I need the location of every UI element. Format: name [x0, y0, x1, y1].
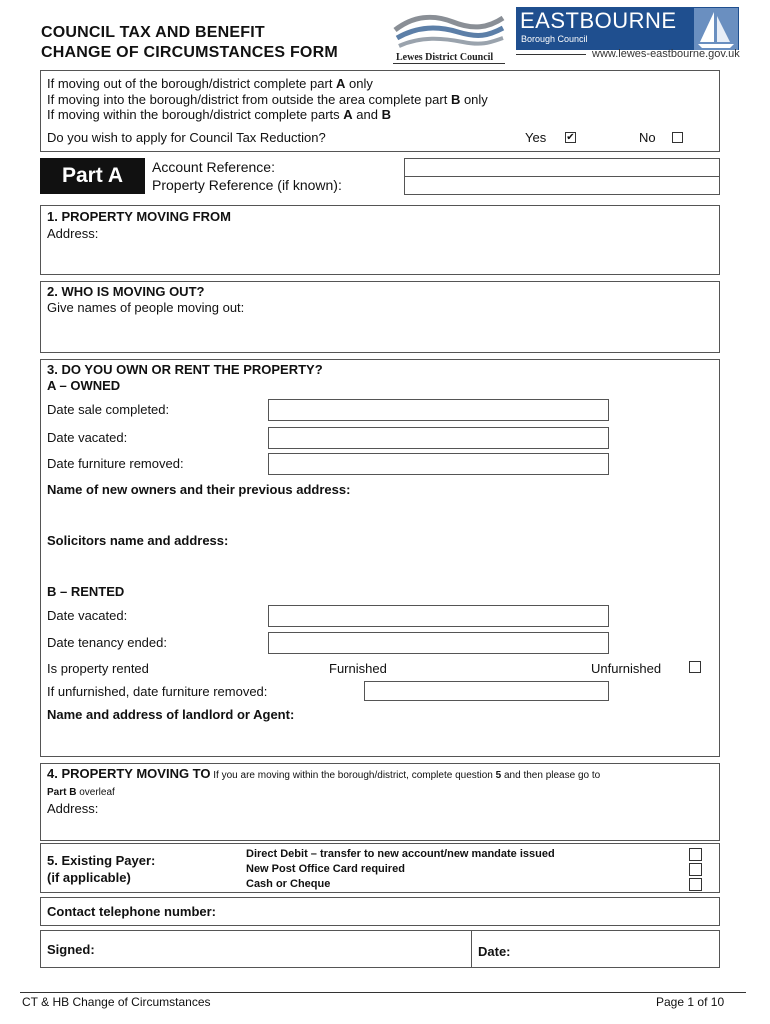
eastbourne-sub: Borough Council — [521, 34, 588, 44]
lewes-logo — [393, 8, 505, 66]
yes-checkbox[interactable]: ✔ — [566, 132, 575, 143]
sailboat-icon — [694, 8, 738, 50]
intro-line3-and: and — [352, 107, 382, 122]
no-checkbox[interactable] — [672, 132, 683, 143]
footer-page-num: 1 — [687, 995, 695, 1009]
section-5-box — [40, 843, 720, 893]
form-title-line1: COUNCIL TAX AND BENEFIT — [41, 24, 265, 41]
date-field[interactable] — [521, 933, 716, 965]
section-4-note-post: overleaf — [76, 787, 115, 798]
section-5-heading-line2: (if applicable) — [47, 870, 131, 885]
intro-line2-post: only — [460, 92, 488, 107]
intro-line3 — [47, 107, 391, 122]
payer-option-cash-cheque: Cash or Cheque — [246, 878, 331, 890]
owned-heading: A – OWNED — [47, 378, 121, 393]
date-furniture-label: Date furniture removed: — [47, 456, 184, 471]
solicitors-label: Solicitors name and address: — [47, 533, 229, 548]
intro-line1-post: only — [345, 76, 373, 91]
section-4-heading-line — [47, 766, 600, 781]
footer-page — [656, 995, 724, 1009]
section-3-heading: 3. DO YOU OWN OR RENT THE PROPERTY? — [47, 362, 323, 377]
property-ref-label: Property Reference (if known): — [152, 177, 342, 193]
signature-field[interactable] — [101, 933, 466, 965]
account-ref-field[interactable] — [404, 158, 720, 177]
intro-line2 — [47, 92, 488, 107]
account-ref-label: Account Reference: — [152, 159, 275, 175]
intro-line1-text: If moving out of the borough/district complete part — [47, 76, 337, 91]
property-ref-field[interactable] — [404, 176, 720, 195]
footer-of-word: of — [697, 995, 708, 1009]
section-5-heading-line1: 5. Existing Payer: — [47, 853, 156, 868]
section-1-address-label: Address: — [47, 226, 99, 241]
new-owners-label: Name of new owners and their previous address: — [47, 482, 351, 497]
furnished-label: Furnished — [329, 661, 387, 676]
part-a-badge: Part A — [40, 158, 145, 194]
intro-line2-text: If moving into the borough/district from outside the area complete part — [47, 92, 451, 107]
section-2-heading: 2. WHO IS MOVING OUT? — [47, 284, 205, 299]
yes-label: Yes — [525, 130, 547, 145]
is-rented-label: Is property rented — [47, 661, 149, 676]
rent-date-vacated-field[interactable] — [268, 605, 609, 627]
lewes-rule — [393, 63, 505, 64]
new-owners-field[interactable] — [43, 500, 717, 530]
section-4-note-part: Part B — [47, 787, 77, 798]
intro-line3-part-b: B — [381, 107, 391, 122]
landlord-field[interactable] — [43, 725, 717, 753]
footer-page-total: 10 — [710, 995, 725, 1009]
section-2-names-label: Give names of people moving out: — [47, 300, 245, 315]
contact-box — [40, 897, 720, 926]
date-vacated-field[interactable] — [268, 427, 609, 449]
section-4-note-mid: and then please go to — [501, 770, 601, 781]
signature-divider — [471, 931, 472, 967]
website-rule — [516, 54, 586, 55]
cash-cheque-checkbox[interactable] — [689, 878, 702, 891]
footer-left: CT & HB Change of Circumstances — [22, 995, 211, 1009]
date-vacated-label: Date vacated: — [47, 430, 128, 445]
date-sale-label: Date sale completed: — [47, 402, 170, 417]
intro-line1 — [47, 76, 373, 91]
post-office-checkbox[interactable] — [689, 863, 702, 876]
section-2-names-field[interactable] — [43, 318, 717, 350]
unfurnished-date-field[interactable] — [364, 681, 609, 701]
section-4-address-field[interactable] — [43, 818, 717, 838]
section-3-box — [40, 359, 720, 757]
section-2-box — [40, 281, 720, 353]
no-label: No — [639, 130, 656, 145]
date-label: Date: — [478, 944, 511, 959]
reduction-question: Do you wish to apply for Council Tax Reduction? — [47, 130, 326, 145]
section-4-note-num: 5 — [495, 770, 502, 781]
unfurnished-date-label: If unfurnished, date furniture removed: — [47, 684, 268, 699]
intro-line3-text: If moving within the borough/district complete parts — [47, 107, 344, 122]
contact-label: Contact telephone number: — [47, 904, 217, 919]
signature-box — [40, 930, 720, 968]
payer-option-direct-debit: Direct Debit – transfer to new account/new mandate issued — [246, 848, 555, 860]
unfurnished-checkbox[interactable] — [689, 661, 701, 673]
eastbourne-logo — [516, 7, 739, 50]
section-4-heading: 4. PROPERTY MOVING TO — [47, 766, 211, 781]
payer-option-post-office: New Post Office Card required — [246, 863, 405, 875]
rented-heading: B – RENTED — [47, 584, 125, 599]
section-4-note: If you are moving within the borough/district, complete question — [210, 770, 496, 781]
section-1-box — [40, 205, 720, 275]
date-tenancy-label: Date tenancy ended: — [47, 635, 167, 650]
landlord-label: Name and address of landlord or Agent: — [47, 707, 295, 722]
section-1-address-field[interactable] — [43, 244, 717, 272]
date-tenancy-field[interactable] — [268, 632, 609, 654]
solicitors-field[interactable] — [43, 551, 717, 581]
section-1-heading: 1. PROPERTY MOVING FROM — [47, 209, 231, 224]
footer-rule — [20, 992, 746, 993]
section-4-box — [40, 763, 720, 841]
section-4-address-label: Address: — [47, 801, 99, 816]
website-text: www.lewes-eastbourne.gov.uk — [592, 48, 740, 60]
intro-line2-part: B — [450, 92, 461, 107]
unfurnished-label: Unfurnished — [591, 661, 662, 676]
rent-date-vacated-label: Date vacated: — [47, 608, 128, 623]
footer-page-word: Page — [656, 995, 685, 1009]
intro-box — [40, 70, 720, 152]
contact-field[interactable] — [261, 900, 716, 923]
date-furniture-field[interactable] — [268, 453, 609, 475]
lewes-hills-icon — [393, 8, 505, 50]
intro-line3-part-a: A — [343, 107, 353, 122]
form-title-line2: CHANGE OF CIRCUMSTANCES FORM — [41, 44, 338, 61]
eastbourne-name: EASTBOURNE — [520, 8, 677, 33]
date-sale-field[interactable] — [268, 399, 609, 421]
direct-debit-checkbox[interactable] — [689, 848, 702, 861]
intro-line1-part: A — [336, 76, 346, 91]
signed-label: Signed: — [47, 942, 95, 957]
section-4-note-line2 — [47, 783, 115, 798]
lewes-logo-text: Lewes District Council — [396, 52, 494, 63]
